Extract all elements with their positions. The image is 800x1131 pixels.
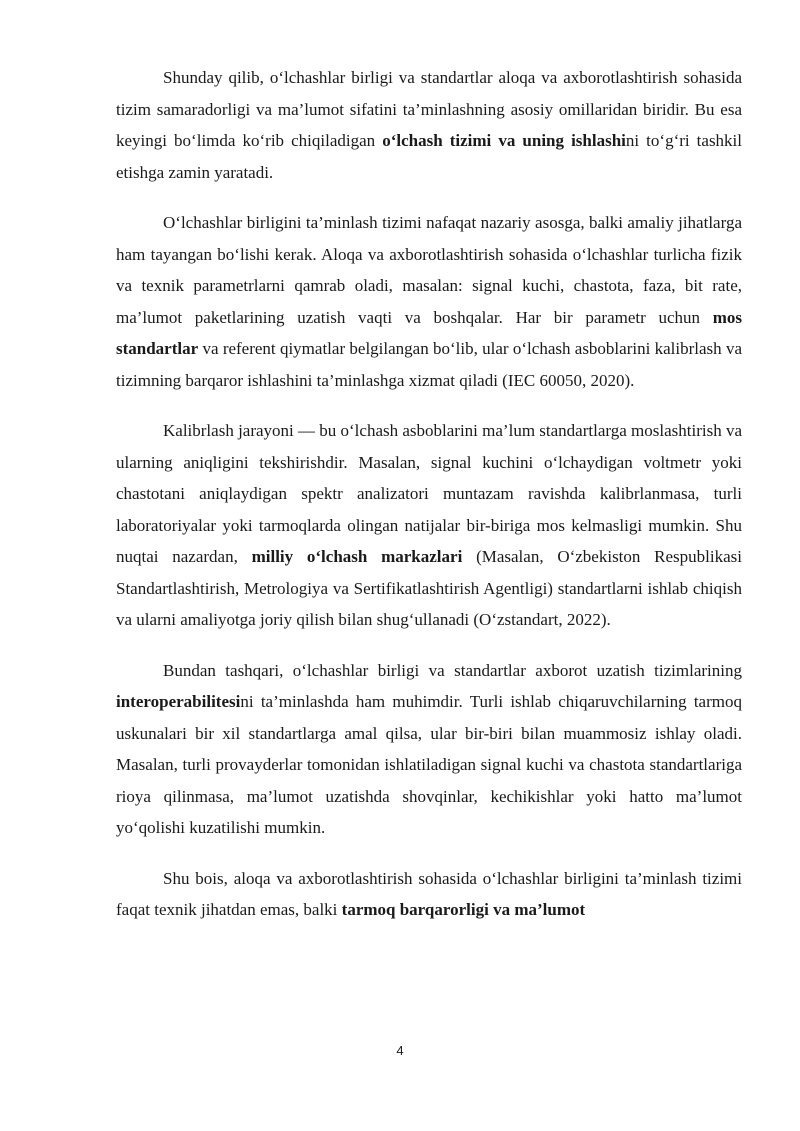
paragraph-4-text: ni ta’minlashda ham muhimdir. Turli ishlab chiqaruvchilarning tarmoq uskunalari bir xil standartlarga amal qilsa, ular bir-biri bilan muammosiz ishlay oladi. Masalan, turli provayderlar tomonidan ishlatiladigan signal kuchi va chastota standartlariga rioya qilinmasa, ma’lumot uzatishda shovqinlar, kechikishlar yoki hatto ma’lumot yo‘qolishi kuzatilishi mumkin. (116, 692, 742, 837)
body-text (116, 62, 742, 945)
paragraph-3-text: Kalibrlash jarayoni — bu o‘lchash asboblarini ma’lum standartlarga moslashtirish va ularning aniqligini tekshirishdir. Masalan, signal kuchini o‘lchaydigan voltmetr yoki chastotani aniqlaydigan spektr analizatori muntazam ravishda kalibrlanmasa, turli laboratoriyalar yoki tarmoqlarda olingan natijalar bir-biriga mos kelmasligi mumkin. Shu nuqtai nazardan, (116, 421, 742, 566)
paragraph-4-bold: interoperabilitesi (116, 692, 241, 711)
paragraph-5 (116, 863, 742, 926)
paragraph-2-bold: mos standartlar (116, 307, 742, 358)
paragraph-4 (116, 655, 742, 844)
paragraph-1-bold: o‘lchash tizimi va uning ishlashi (382, 131, 626, 150)
paragraph-3 (116, 415, 742, 636)
paragraph-3-bold: milliy o‘lchash markazlari (251, 547, 463, 566)
paragraph-5-text: Shu bois, aloqa va axborotlashtirish sohasida o‘lchashlar birligini ta’minlash tizimi faqat texnik jihatdan emas, balki (116, 868, 742, 919)
paragraph-2 (116, 207, 742, 396)
page-number: 4 (396, 1043, 404, 1058)
paragraph-1-text: ni to‘g‘ri tashkil etishga zamin yaratadi. (116, 131, 743, 182)
paragraph-5-bold: tarmoq barqarorligi va ma’lumot (341, 900, 586, 919)
paragraph-2-text: O‘lchashlar birligini ta’minlash tizimi nafaqat nazariy asosga, balki amaliy jihatlarga ham tayangan bo‘lishi kerak. Aloqa va axborotlashtirish sohasida o‘lchashlar turlicha fizik va texnik parametrlarni qamrab oladi, masalan: signal kuchi, chastota, faza, bit rate, ma’lumot paketlarining uzatish vaqti va boshqalar. Har bir parametr uchun (116, 213, 742, 327)
paragraph-2-text: va referent qiymatlar belgilangan bo‘lib, ular o‘lchash asboblarini kalibrlash va tizimning barqaror ishlashini ta’minlashga xizmat qiladi (IEC 60050, 2020). (116, 339, 742, 390)
paragraph-1 (116, 62, 742, 188)
paragraph-4-text: Bundan tashqari, o‘lchashlar birligi va standartlar axborot uzatish tizimlarining (163, 660, 742, 680)
paragraph-3-text: (Masalan, O‘zbekiston Respublikasi Standartlashtirish, Metrologiya va Sertifikatlashtirish Agentligi) standartlarni ishlab chiqish va ularni amaliyotga joriy qilish bilan shug‘ullanadi (O‘zstandart, 2022). (116, 547, 742, 629)
paragraph-1-text: Shunday qilib, o‘lchashlar birligi va standartlar aloqa va axborotlashtirish sohasida tizim samaradorligi va ma’lumot sifatini ta’minlashning asosiy omillaridan biridir. Bu esa keyingi bo‘limda ko‘rib chiqiladigan (116, 68, 742, 150)
